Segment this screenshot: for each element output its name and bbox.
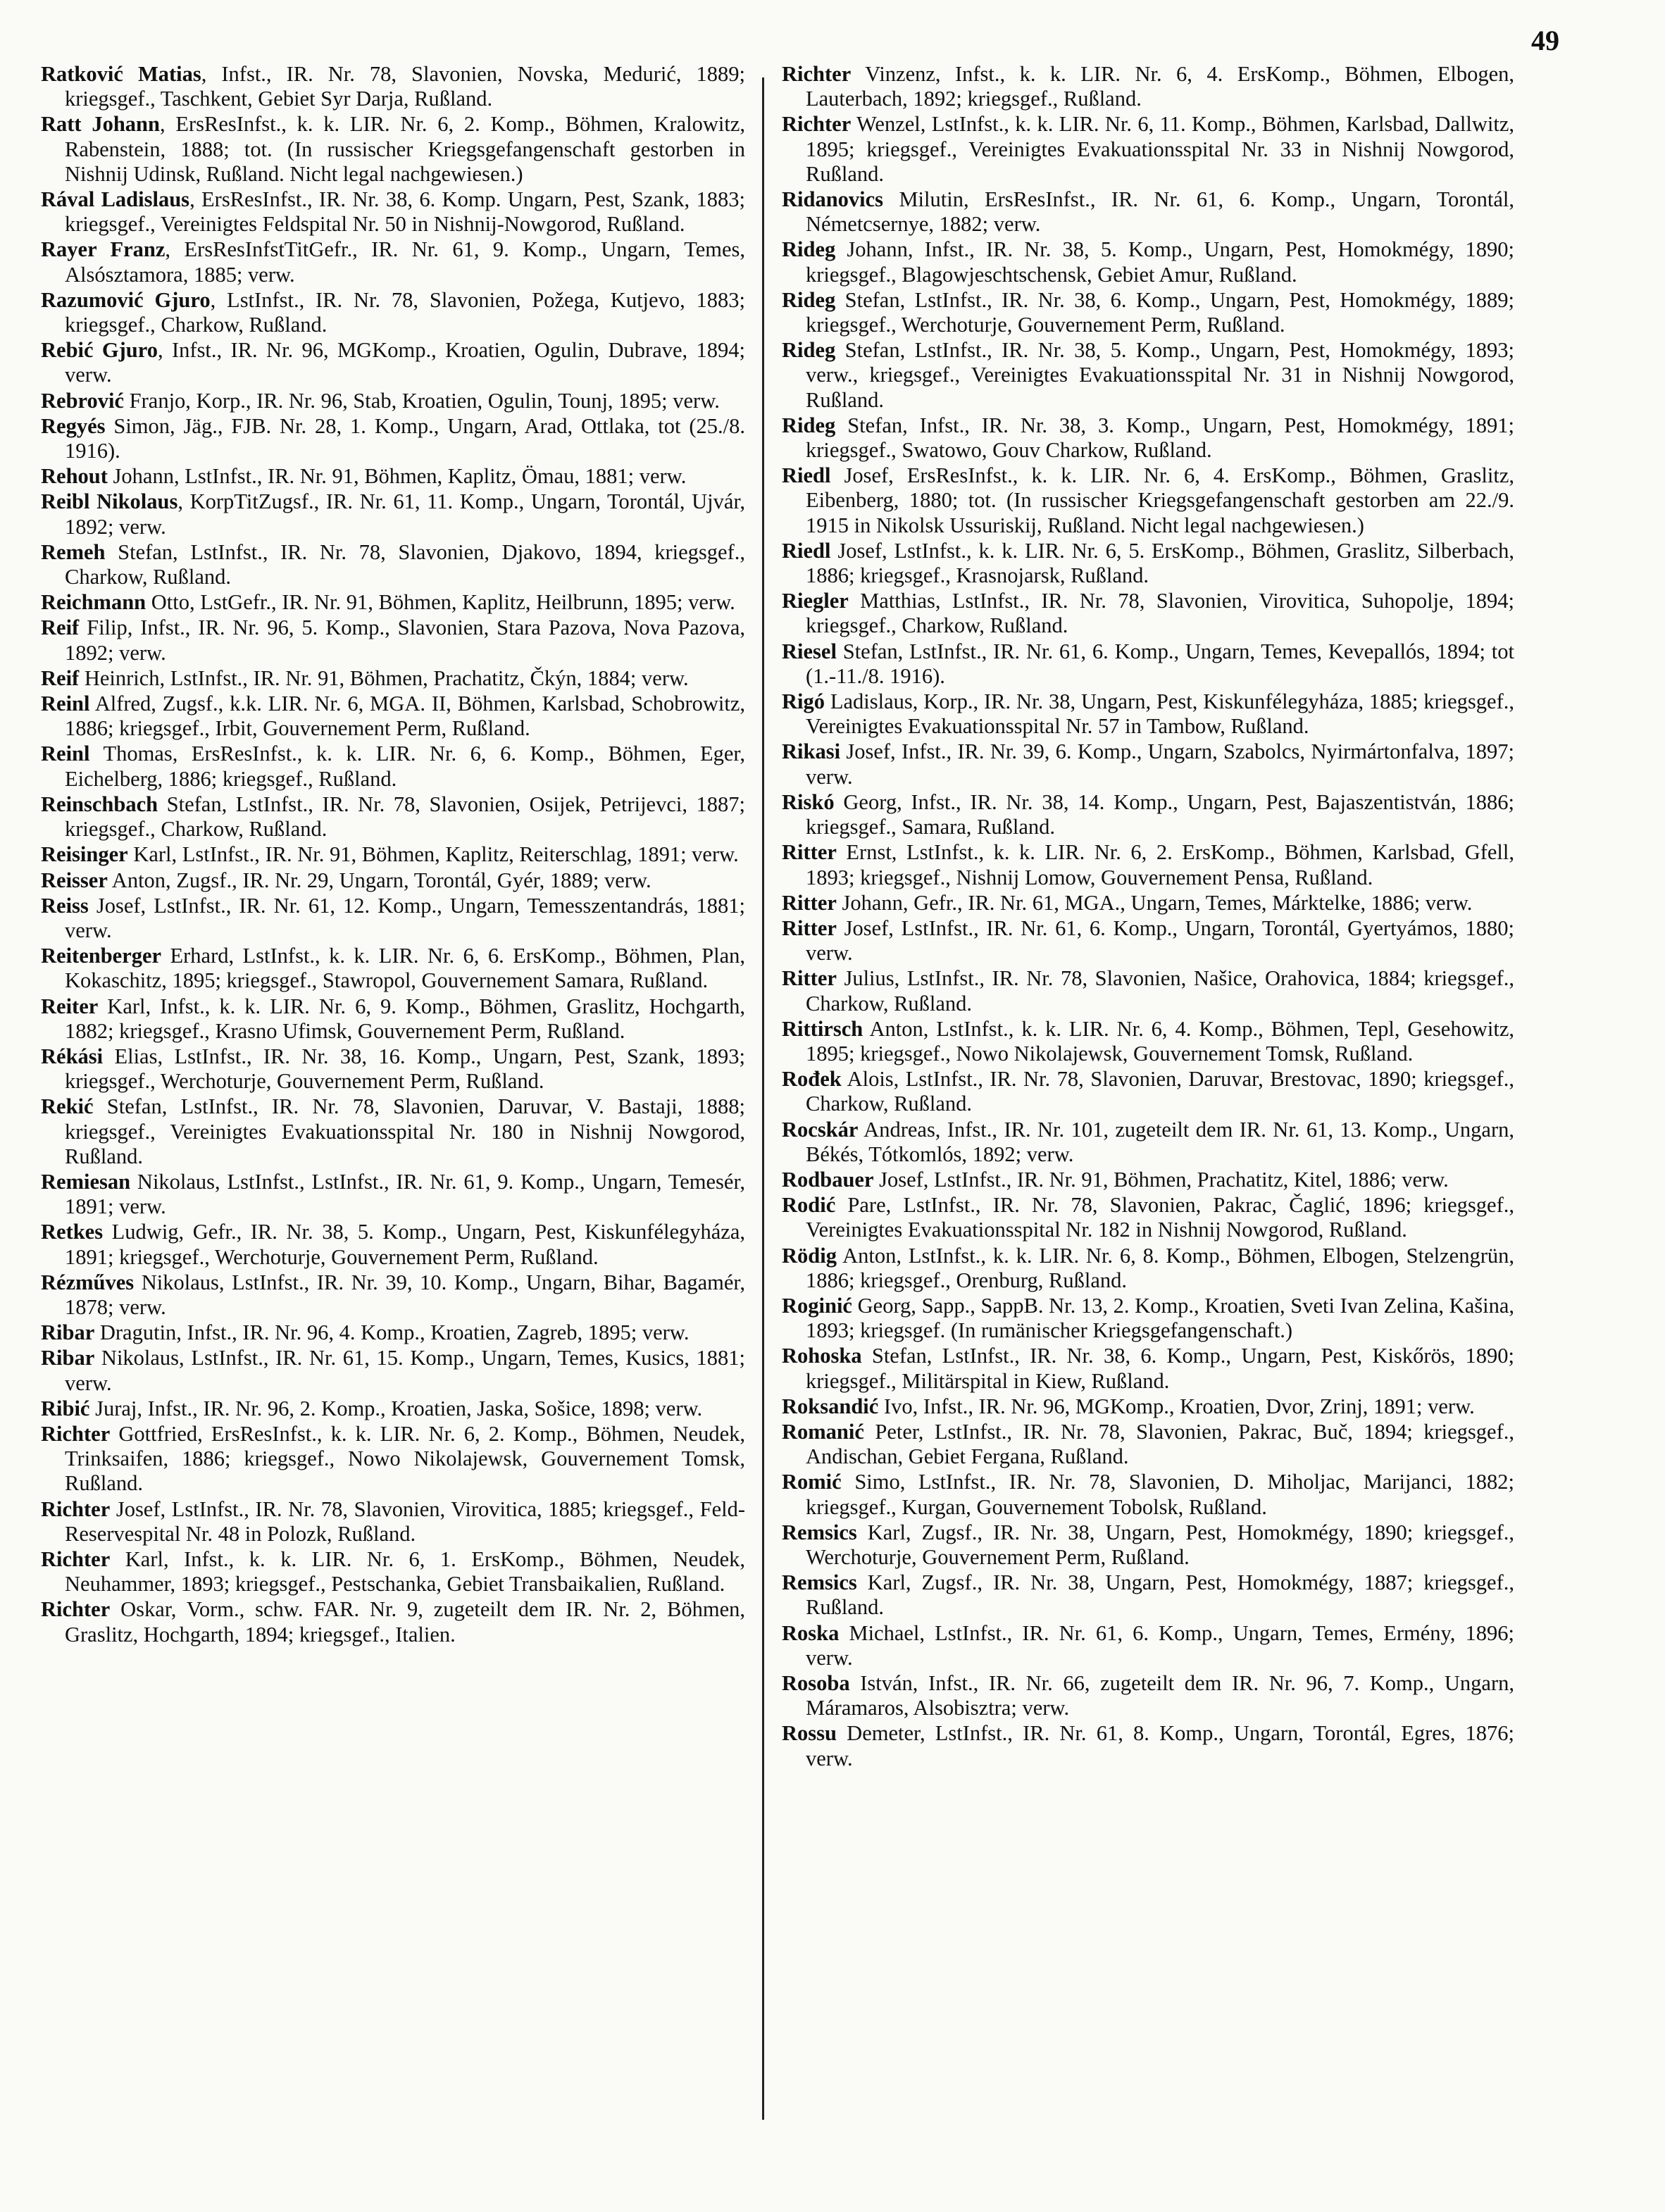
- entry-surname: Roginić: [782, 1293, 852, 1318]
- register-entry: [782, 413, 1514, 463]
- entry-surname: Reisser: [41, 868, 108, 892]
- entry-surname: Rehout: [41, 464, 108, 489]
- register-entry: [41, 1320, 745, 1345]
- register-entry: [782, 1721, 1514, 1770]
- register-entry: [782, 338, 1514, 413]
- register-entry: [782, 1420, 1514, 1469]
- entry-details: Michael, LstInfst., IR. Nr. 61, 6. Komp., Ungarn, Temes, Ermény, 1896; verw.: [806, 1620, 1514, 1670]
- entry-surname: Reichmann: [41, 590, 146, 615]
- entry-details: Anton, LstInfst., k. k. LIR. Nr. 6, 8. Komp., Böhmen, Elbogen, Stelzengrün, 1886; kriegsgef., Orenburg, Rußland.: [806, 1243, 1514, 1292]
- entry-details: Dragutin, Infst., IR. Nr. 96, 4. Komp., Kroatien, Zagreb, 1895; verw.: [94, 1320, 690, 1345]
- entry-surname: Ridanovics: [782, 187, 884, 212]
- entry-surname: Reibl Nikolaus: [41, 489, 178, 514]
- register-entry: [782, 1671, 1514, 1720]
- entry-details: Juraj, Infst., IR. Nr. 96, 2. Komp., Kroatien, Jaska, Sošice, 1898; verw.: [89, 1396, 703, 1420]
- entry-details: Anton, LstInfst., k. k. LIR. Nr. 6, 4. Komp., Böhmen, Tepl, Gesehowitz, 1895; kriegsgef., Nowo Nikolajewsk, Gouvernement Tomsk, Rußland.: [806, 1016, 1514, 1066]
- register-entry: [41, 692, 745, 741]
- entry-surname: Ritter: [782, 916, 837, 940]
- entry-surname: Ritter: [782, 890, 837, 915]
- register-entry: [41, 994, 745, 1044]
- register-entry: [782, 1193, 1514, 1242]
- register-entry: [41, 1220, 745, 1269]
- entry-surname: Richter: [41, 1421, 111, 1446]
- entry-surname: Riedl: [782, 538, 831, 563]
- register-entry: [41, 1346, 745, 1395]
- entry-surname: Rekić: [41, 1094, 94, 1119]
- register-entry: [782, 1470, 1514, 1519]
- register-entry: [41, 1597, 745, 1646]
- entry-details: , LstInfst., IR. Nr. 78, Slavonien, Požega, Kutjevo, 1883; kriegsgef., Charkow, Rußland.: [65, 287, 745, 337]
- register-entry: [41, 842, 745, 867]
- register-entry: [41, 666, 745, 691]
- entry-details: , Infst., IR. Nr. 78, Slavonien, Novska, Medurić, 1889; kriegsgef., Taschkent, Gebiet Syr Darja, Rußland.: [65, 62, 745, 111]
- entry-surname: Reinschbach: [41, 792, 158, 816]
- register-entry: [782, 1520, 1514, 1570]
- entry-surname: Rékási: [41, 1044, 104, 1068]
- entry-surname: Rézműves: [41, 1270, 135, 1294]
- entry-details: Milutin, ErsResInfst., IR. Nr. 61, 6. Komp., Ungarn, Torontál, Németcsernye, 1882; verw.: [806, 187, 1514, 237]
- register-entry: [41, 1396, 745, 1421]
- register-entry: [41, 414, 745, 463]
- register-entry: [41, 1044, 745, 1094]
- register-entry: [41, 1170, 745, 1219]
- entry-surname: Rigó: [782, 689, 825, 714]
- register-entry: [782, 1394, 1514, 1419]
- register-entry: [782, 288, 1514, 337]
- entry-surname: Richter: [41, 1496, 111, 1521]
- entry-surname: Rodbauer: [782, 1167, 874, 1192]
- entry-surname: Razumović Gjuro: [41, 287, 211, 312]
- register-entry: [782, 1168, 1514, 1192]
- register-entry: [41, 288, 745, 337]
- entry-details: Nikolaus, LstInfst., IR. Nr. 39, 10. Komp., Ungarn, Bihar, Bagamér, 1878; verw.: [65, 1270, 745, 1319]
- entry-details: Josef, Infst., IR. Nr. 39, 6. Komp., Ungarn, Szabolcs, Nyirmártonfalva, 1897; verw.: [806, 739, 1514, 789]
- entry-surname: Rodić: [782, 1193, 836, 1218]
- register-entry: [782, 1621, 1514, 1670]
- entry-details: Stefan, LstInfst., IR. Nr. 78, Slavonien, Djakovo, 1894, kriegsgef., Charkow, Rußland.: [65, 539, 745, 589]
- entry-surname: Rikasi: [782, 739, 841, 764]
- entry-details: István, Infst., IR. Nr. 66, zugeteilt dem IR. Nr. 96, 7. Komp., Ungarn, Máramaros, Alsobisztra; verw.: [806, 1671, 1514, 1720]
- register-entry: [41, 792, 745, 842]
- register-entry: [41, 1270, 745, 1320]
- entry-details: Anton, Zugsf., IR. Nr. 29, Ungarn, Torontál, Gyér, 1889; verw.: [107, 868, 651, 892]
- register-entry: [41, 338, 745, 387]
- register-entry: [782, 966, 1514, 1016]
- entry-details: Karl, LstInfst., IR. Nr. 91, Böhmen, Kaplitz, Reiterschlag, 1891; verw.: [127, 842, 739, 867]
- entry-details: Josef, LstInfst., IR. Nr. 78, Slavonien, Virovitica, 1885; kriegsgef., Feld-Reservespital Nr. 48 in Polozk, Rußland.: [65, 1496, 745, 1546]
- entry-surname: Reinl: [41, 742, 90, 766]
- register-entry: [782, 1067, 1514, 1116]
- entry-details: Heinrich, LstInfst., IR. Nr. 91, Böhmen, Prachatitz, Čkýn, 1884; verw.: [79, 666, 689, 690]
- entry-surname: Reitenberger: [41, 944, 162, 968]
- entry-surname: Riegler: [782, 589, 849, 613]
- entry-details: Karl, Zugsf., IR. Nr. 38, Ungarn, Pest, Homokmégy, 1890; kriegsgef., Werchoturje, Gouvernement Perm, Rußland.: [806, 1520, 1514, 1569]
- register-entry: [41, 1547, 745, 1596]
- entry-surname: Richter: [782, 62, 852, 86]
- right-column: [782, 62, 1514, 1772]
- entry-surname: Riesel: [782, 639, 837, 663]
- entry-details: Johann, Infst., IR. Nr. 38, 5. Komp., Ungarn, Pest, Homokmégy, 1890; kriegsgef., Blagowjeschtschensk, Gebiet Amur, Rußland.: [806, 237, 1514, 287]
- entry-surname: Ratković Matias: [41, 62, 201, 86]
- entry-details: Filip, Infst., IR. Nr. 96, 5. Komp., Slavonien, Stara Pazova, Nova Pazova, 1892; verw.: [65, 616, 745, 665]
- register-entry: [782, 1118, 1514, 1167]
- left-column: [41, 62, 745, 1648]
- entry-details: Stefan, LstInfst., IR. Nr. 78, Slavonien, Daruvar, V. Bastaji, 1888; kriegsgef., Vereinigtes Evakuationsspital Nr. 180 in Nishnij Nowgorod, Rußland.: [65, 1094, 745, 1168]
- column-divider: [762, 77, 764, 2120]
- page-number: 49: [1531, 25, 1559, 56]
- entry-surname: Remsics: [782, 1520, 857, 1544]
- entry-details: Stefan, LstInfst., IR. Nr. 38, 6. Komp., Ungarn, Pest, Homokmégy, 1889; kriegsgef., Werchoturje, Gouvernement Perm, Rußland.: [806, 287, 1514, 337]
- entry-details: Andreas, Infst., IR. Nr. 101, zugeteilt dem IR. Nr. 61, 13. Komp., Ungarn, Békés, Tótkomlós, 1892; verw.: [806, 1117, 1514, 1166]
- entry-details: Matthias, LstInfst., IR. Nr. 78, Slavonien, Virovitica, Suhopolje, 1894; kriegsgef., Charkow, Rußland.: [806, 589, 1514, 638]
- entry-surname: Rittirsch: [782, 1016, 863, 1041]
- register-entry: [782, 187, 1514, 237]
- entry-details: Stefan, LstInfst., IR. Nr. 38, 5. Komp., Ungarn, Pest, Homokmégy, 1893; verw., kriegsgef., Vereinigtes Evakuationsspital Nr. 31 in Nishnij Nowgorod, Rußland.: [806, 338, 1514, 412]
- entry-surname: Ribar: [41, 1346, 95, 1370]
- register-entry: [782, 891, 1514, 916]
- entry-details: Alois, LstInfst., IR. Nr. 78, Slavonien, Daruvar, Brestovac, 1890; kriegsgef., Charkow, Rußland.: [806, 1067, 1514, 1116]
- entry-surname: Reif: [41, 616, 80, 640]
- entry-details: Stefan, LstInfst., IR. Nr. 78, Slavonien, Osijek, Petrijevci, 1887; kriegsgef., Charkow, Rußland.: [65, 792, 745, 842]
- register-entry: [782, 1294, 1514, 1343]
- entry-details: , KorpTitZugsf., IR. Nr. 61, 11. Komp., Ungarn, Torontál, Ujvár, 1892; verw.: [65, 489, 745, 539]
- entry-details: Stefan, Infst., IR. Nr. 38, 3. Komp., Ungarn, Pest, Homokmégy, 1891; kriegsgef., Swatowo, Gouv Charkow, Rußland.: [806, 413, 1514, 463]
- entry-details: Nikolaus, LstInfst., IR. Nr. 61, 15. Komp., Ungarn, Temes, Kusics, 1881; verw.: [65, 1346, 745, 1395]
- entry-details: Josef, LstInfst., k. k. LIR. Nr. 6, 5. ErsKomp., Böhmen, Graslitz, Silberbach, 1886; kriegsgef., Krasnojarsk, Rußland.: [806, 538, 1514, 588]
- entry-details: Oskar, Vorm., schw. FAR. Nr. 9, zugeteilt dem IR. Nr. 2, Böhmen, Graslitz, Hochgarth, 1894; kriegsgef., Italien.: [65, 1597, 745, 1646]
- register-entry: [782, 112, 1514, 187]
- entry-details: Karl, Infst., k. k. LIR. Nr. 6, 9. Komp., Böhmen, Graslitz, Hochgarth, 1882; kriegsgef., Krasno Ufimsk, Gouvernement Perm, Rußland.: [65, 994, 745, 1043]
- entry-surname: Remsics: [782, 1570, 857, 1595]
- register-entry: [782, 237, 1514, 287]
- entry-surname: Rohoska: [782, 1344, 862, 1368]
- entry-surname: Rossu: [782, 1721, 837, 1746]
- entry-surname: Rebić Gjuro: [41, 338, 158, 363]
- entry-details: Stefan, LstInfst., IR. Nr. 38, 6. Komp., Ungarn, Pest, Kiskőrös, 1890; kriegsgef., Militärspital in Kiew, Rußland.: [806, 1344, 1514, 1393]
- entry-details: Karl, Zugsf., IR. Nr. 38, Ungarn, Pest, Homokmégy, 1887; kriegsgef., Rußland.: [806, 1570, 1514, 1620]
- entry-details: , ErsResInfst., IR. Nr. 38, 6. Komp. Ungarn, Pest, Szank, 1883; kriegsgef., Vereinigtes Feldspital Nr. 50 in Nishnij-Nowgorod, Rußland.: [65, 187, 745, 237]
- register-entry: [41, 944, 745, 993]
- entry-surname: Romanić: [782, 1419, 864, 1444]
- entry-surname: Regyés: [41, 413, 106, 438]
- entry-details: Wenzel, LstInfst., k. k. LIR. Nr. 6, 11. Komp., Böhmen, Karlsbad, Dallwitz, 1895; kriegsgef., Vereinigtes Evakuationsspital Nr. 33 in Nishnij Nowgorod, Rußland.: [806, 112, 1514, 186]
- entry-surname: Rođek: [782, 1067, 842, 1092]
- entry-surname: Rideg: [782, 237, 836, 262]
- entry-details: Nikolaus, LstInfst., LstInfst., IR. Nr. 61, 9. Komp., Ungarn, Temesér, 1891; verw.: [65, 1169, 745, 1219]
- register-entry: [782, 739, 1514, 789]
- entry-surname: Riskó: [782, 789, 835, 814]
- entry-surname: Ritter: [782, 966, 837, 991]
- register-entry: [41, 1422, 745, 1496]
- register-entry: [41, 616, 745, 665]
- entry-surname: Remeh: [41, 539, 106, 564]
- register-entry: [782, 589, 1514, 638]
- entry-details: Josef, LstInfst., IR. Nr. 61, 6. Komp., Ungarn, Torontál, Gyertyámos, 1880; verw.: [806, 916, 1514, 966]
- entry-surname: Reisinger: [41, 842, 128, 867]
- register-entry: [782, 790, 1514, 839]
- entry-details: Georg, Infst., IR. Nr. 38, 14. Komp., Ungarn, Pest, Bajaszentistván, 1886; kriegsgef., Samara, Rußland.: [806, 789, 1514, 839]
- entry-surname: Rideg: [782, 287, 836, 312]
- register-entry: [782, 689, 1514, 739]
- register-entry: [41, 62, 745, 111]
- register-entry: [782, 639, 1514, 689]
- register-entry: [782, 1017, 1514, 1066]
- entry-details: Ernst, LstInfst., k. k. LIR. Nr. 6, 2. ErsKomp., Böhmen, Karlsbad, Gfell, 1893; kriegsgef., Nishnij Lomow, Gouvernement Pensa, Rußland.: [806, 840, 1514, 889]
- register-entry: [41, 868, 745, 893]
- entry-surname: Roska: [782, 1620, 840, 1645]
- register-entry: [782, 62, 1514, 111]
- entry-surname: Roksandić: [782, 1394, 879, 1418]
- entry-details: Ludwig, Gefr., IR. Nr. 38, 5. Komp., Ungarn, Pest, Kiskunfélegyháza, 1891; kriegsgef., Werchoturje, Gouvernement Perm, Rußland.: [65, 1220, 745, 1269]
- entry-details: Josef, ErsResInfst., k. k. LIR. Nr. 6, 4. ErsKomp., Böhmen, Graslitz, Eibenberg, 1880; tot. (In russischer Kriegsgefangenschaft gestorben am 22./9. 1915 in Nikolsk Ussuriskij, Rußland. Nicht legal nachgewiesen.): [806, 463, 1514, 537]
- entry-surname: Rayer Franz: [41, 237, 166, 262]
- entry-surname: Rebrović: [41, 388, 125, 413]
- entry-details: Vinzenz, Infst., k. k. LIR. Nr. 6, 4. ErsKomp., Böhmen, Elbogen, Lauterbach, 1892; kriegsgef., Rußland.: [806, 62, 1514, 111]
- entry-details: Josef, LstInfst., IR. Nr. 61, 12. Komp., Ungarn, Temesszentandrás, 1881; verw.: [65, 893, 745, 942]
- entry-surname: Rödig: [782, 1243, 837, 1268]
- entry-surname: Ratt Johann: [41, 112, 160, 137]
- entry-details: Gottfried, ErsResInfst., k. k. LIR. Nr. 6, 2. Komp., Böhmen, Neudek, Trinksaifen, 1886; kriegsgef., Nowo Nikolajewsk, Gouvernement Tomsk, Rußland.: [65, 1421, 745, 1496]
- entry-details: Johann, Gefr., IR. Nr. 61, MGA., Ungarn, Temes, Márktelke, 1886; verw.: [836, 890, 1473, 915]
- entry-details: Simo, LstInfst., IR. Nr. 78, Slavonien, D. Miholjac, Marijanci, 1882; kriegsgef., Kurgan, Gouvernement Tobolsk, Rußland.: [806, 1470, 1514, 1519]
- entry-surname: Rideg: [782, 338, 836, 363]
- entry-details: Josef, LstInfst., IR. Nr. 91, Böhmen, Prachatitz, Kitel, 1886; verw.: [873, 1167, 1449, 1192]
- entry-surname: Retkes: [41, 1220, 104, 1244]
- register-entry: [41, 112, 745, 187]
- entry-details: Stefan, LstInfst., IR. Nr. 61, 6. Komp., Ungarn, Temes, Kevepallós, 1894; tot (1.-11./8. 1916).: [806, 639, 1514, 688]
- register-entry: [41, 464, 745, 489]
- entry-surname: Richter: [782, 112, 852, 137]
- entry-surname: Richter: [41, 1597, 111, 1622]
- register-entry: [782, 840, 1514, 889]
- entry-surname: Reiss: [41, 893, 89, 918]
- register-entry: [41, 590, 745, 615]
- entry-details: Erhard, LstInfst., k. k. LIR. Nr. 6, 6. ErsKomp., Böhmen, Plan, Kokaschitz, 1895; kriegsgef., Stawropol, Gouvernement Samara, Rußland.: [65, 944, 745, 993]
- entry-details: Demeter, LstInfst., IR. Nr. 61, 8. Komp., Ungarn, Torontál, Egres, 1876; verw.: [806, 1721, 1514, 1770]
- register-entry: [782, 1244, 1514, 1293]
- entry-details: Franjo, Korp., IR. Nr. 96, Stab, Kroatien, Ogulin, Tounj, 1895; verw.: [124, 388, 720, 413]
- entry-details: Julius, LstInfst., IR. Nr. 78, Slavonien, Našice, Orahovica, 1884; kriegsgef., Charkow, Rußland.: [806, 966, 1514, 1016]
- register-entry: [782, 1344, 1514, 1393]
- entry-details: Otto, LstGefr., IR. Nr. 91, Böhmen, Kaplitz, Heilbrunn, 1895; verw.: [146, 590, 735, 615]
- register-entry: [782, 916, 1514, 966]
- entry-surname: Ribar: [41, 1320, 95, 1345]
- register-entry: [782, 539, 1514, 588]
- entry-surname: Rideg: [782, 413, 836, 437]
- entry-surname: Ribić: [41, 1396, 90, 1420]
- entry-details: Pare, LstInfst., IR. Nr. 78, Slavonien, Pakrac, Čaglić, 1896; kriegsgef., Vereinigtes Evakuationsspital Nr. 182 in Nishnij Nowgorod, Rußland.: [806, 1193, 1514, 1242]
- entry-details: , Infst., IR. Nr. 96, MGKomp., Kroatien, Ogulin, Dubrave, 1894; verw.: [65, 338, 745, 387]
- entry-surname: Richter: [41, 1546, 111, 1571]
- entry-details: Karl, Infst., k. k. LIR. Nr. 6, 1. ErsKomp., Böhmen, Neudek, Neuhammer, 1893; kriegsgef., Pestschanka, Gebiet Transbaikalien, Rußland.: [65, 1546, 745, 1596]
- entry-details: Elias, LstInfst., IR. Nr. 38, 16. Komp., Ungarn, Pest, Szank, 1893; kriegsgef., Werchoturje, Gouvernement Perm, Rußland.: [65, 1044, 745, 1094]
- entry-details: Ivo, Infst., IR. Nr. 96, MGKomp., Kroatien, Dvor, Zrinj, 1891; verw.: [878, 1394, 1475, 1418]
- register-entry: [41, 1094, 745, 1169]
- register-entry: [782, 1570, 1514, 1620]
- register-entry: [41, 1497, 745, 1546]
- entry-details: Peter, LstInfst., IR. Nr. 78, Slavonien, Pakrac, Buč, 1894; kriegsgef., Andischan, Gebiet Fergana, Rußland.: [806, 1419, 1514, 1469]
- register-entry: [41, 540, 745, 589]
- entry-details: Georg, Sapp., SappB. Nr. 13, 2. Komp., Kroatien, Sveti Ivan Zelina, Kašina, 1893; kriegsgef. (In rumänischer Kriegsgefangenschaft.): [806, 1293, 1514, 1343]
- entry-surname: Romić: [782, 1470, 842, 1494]
- register-entry: [41, 237, 745, 287]
- entry-details: , ErsResInfstTitGefr., IR. Nr. 61, 9. Komp., Ungarn, Temes, Alsósztamora, 1885; verw.: [65, 237, 745, 287]
- entry-surname: Reinl: [41, 692, 90, 716]
- register-entry: [782, 463, 1514, 538]
- entry-details: Ladislaus, Korp., IR. Nr. 38, Ungarn, Pest, Kiskunfélegyháza, 1885; kriegsgef., Vereinigtes Evakuationsspital Nr. 57 in Tambow, Rußland.: [806, 689, 1514, 739]
- register-entry: [41, 389, 745, 413]
- entry-surname: Rosoba: [782, 1671, 850, 1695]
- entry-details: Simon, Jäg., FJB. Nr. 28, 1. Komp., Ungarn, Arad, Ottlaka, tot (25./8. 1916).: [65, 413, 745, 463]
- entry-details: Thomas, ErsResInfst., k. k. LIR. Nr. 6, 6. Komp., Böhmen, Eger, Eichelberg, 1886; kriegsgef., Rußland.: [65, 742, 745, 791]
- register-entry: [41, 187, 745, 237]
- entry-surname: Ritter: [782, 840, 837, 865]
- entry-surname: Rával Ladislaus: [41, 187, 190, 212]
- entry-surname: Reif: [41, 666, 80, 690]
- entry-surname: Reiter: [41, 994, 99, 1018]
- entry-surname: Rocskár: [782, 1117, 859, 1142]
- entry-surname: Remiesan: [41, 1169, 131, 1194]
- entry-details: Alfred, Zugsf., k.k. LIR. Nr. 6, MGA. II, Böhmen, Karlsbad, Schobrowitz, 1886; kriegsgef., Irbit, Gouvernement Perm, Rußland.: [65, 692, 745, 741]
- entry-details: , ErsResInfst., k. k. LIR. Nr. 6, 2. Komp., Böhmen, Kralowitz, Rabenstein, 1888; tot. (In russischer Kriegsgefangenschaft gestorben in Nishnij Udinsk, Rußland. Nicht legal nachgewiesen.): [65, 112, 745, 186]
- entry-surname: Riedl: [782, 463, 831, 488]
- register-entry: [41, 742, 745, 791]
- register-entry: [41, 489, 745, 539]
- entry-details: Johann, LstInfst., IR. Nr. 91, Böhmen, Kaplitz, Ömau, 1881; verw.: [107, 464, 687, 489]
- register-entry: [41, 894, 745, 943]
